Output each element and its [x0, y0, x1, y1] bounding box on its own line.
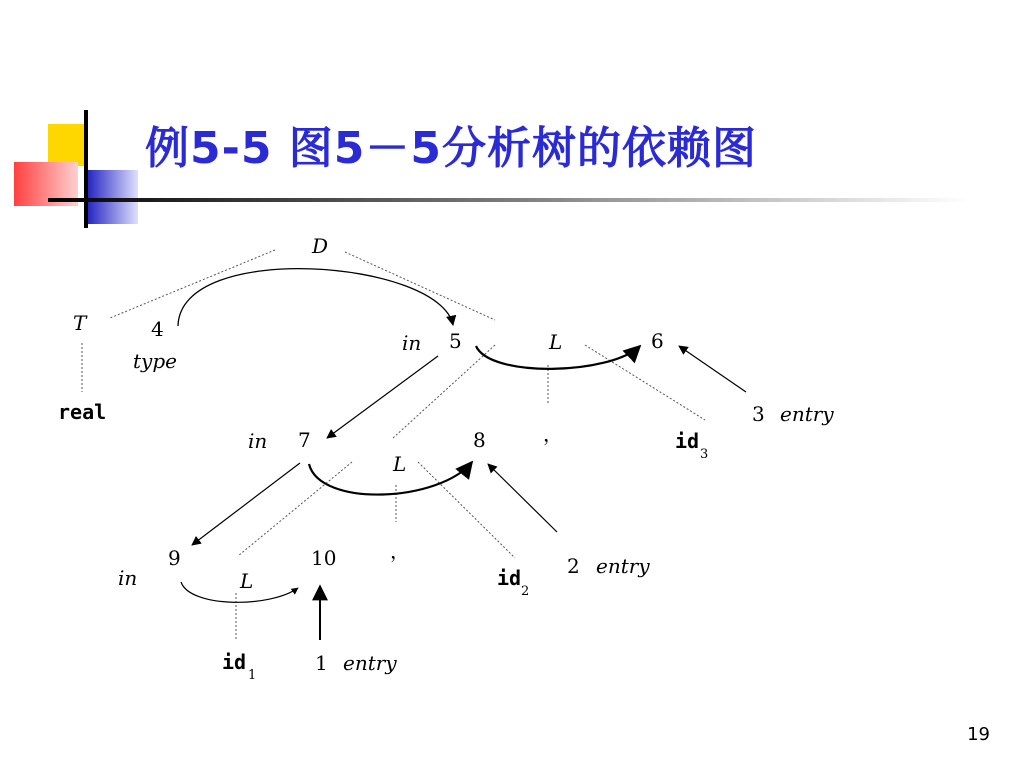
label-1: 1 [315, 651, 328, 675]
label-comma-1: ， [543, 422, 563, 446]
page-number: 19 [967, 724, 990, 745]
label-L-2: L [393, 452, 407, 476]
edge-L1-L2 [393, 345, 495, 438]
label-id3: id [675, 429, 700, 453]
label-id2-sub: 2 [521, 584, 530, 599]
graph-labels [58, 234, 834, 683]
label-real: real [58, 400, 107, 424]
label-in-5: in [402, 331, 422, 355]
arrow-3-to-6 [679, 346, 746, 392]
label-5: 5 [449, 329, 462, 353]
edge-D-T [110, 250, 275, 318]
label-comma-2: ， [390, 539, 410, 563]
label-4: 4 [151, 317, 164, 341]
edge-D-L [345, 252, 495, 320]
label-10: 10 [311, 546, 337, 570]
label-entry-1: entry [343, 651, 397, 675]
label-in-7: in [248, 429, 268, 453]
arrow-4-to-5 [178, 269, 453, 326]
label-L-3: L [240, 569, 254, 593]
label-id2: id [497, 566, 522, 590]
slide-title: 例5-5 图5－5分析树的依赖图 [145, 123, 758, 174]
label-7: 7 [298, 428, 311, 452]
dependency-arrows [178, 269, 746, 640]
label-D: D [312, 234, 329, 258]
label-9: 9 [168, 546, 181, 570]
label-id3-sub: 3 [700, 447, 709, 462]
label-entry-3: entry [780, 402, 834, 426]
parse-tree-edges [82, 250, 705, 640]
edge-L1-id3 [585, 345, 705, 420]
label-8: 8 [473, 428, 486, 452]
label-T: T [73, 311, 87, 335]
label-in-9: in [118, 566, 138, 590]
arrow-7-to-9 [192, 463, 300, 545]
label-6: 6 [651, 329, 664, 353]
arrow-5-to-7 [327, 356, 438, 438]
label-type: type [133, 349, 177, 373]
arrow-2-to-8 [488, 464, 557, 532]
edge-L2-L3 [238, 462, 352, 556]
label-id1: id [222, 650, 247, 674]
label-L-1: L [549, 330, 563, 354]
label-2: 2 [567, 554, 580, 578]
label-3: 3 [752, 402, 765, 426]
label-id1-sub: 1 [248, 668, 257, 683]
label-entry-2: entry [596, 554, 650, 578]
arrow-7-to-8 [309, 462, 472, 495]
